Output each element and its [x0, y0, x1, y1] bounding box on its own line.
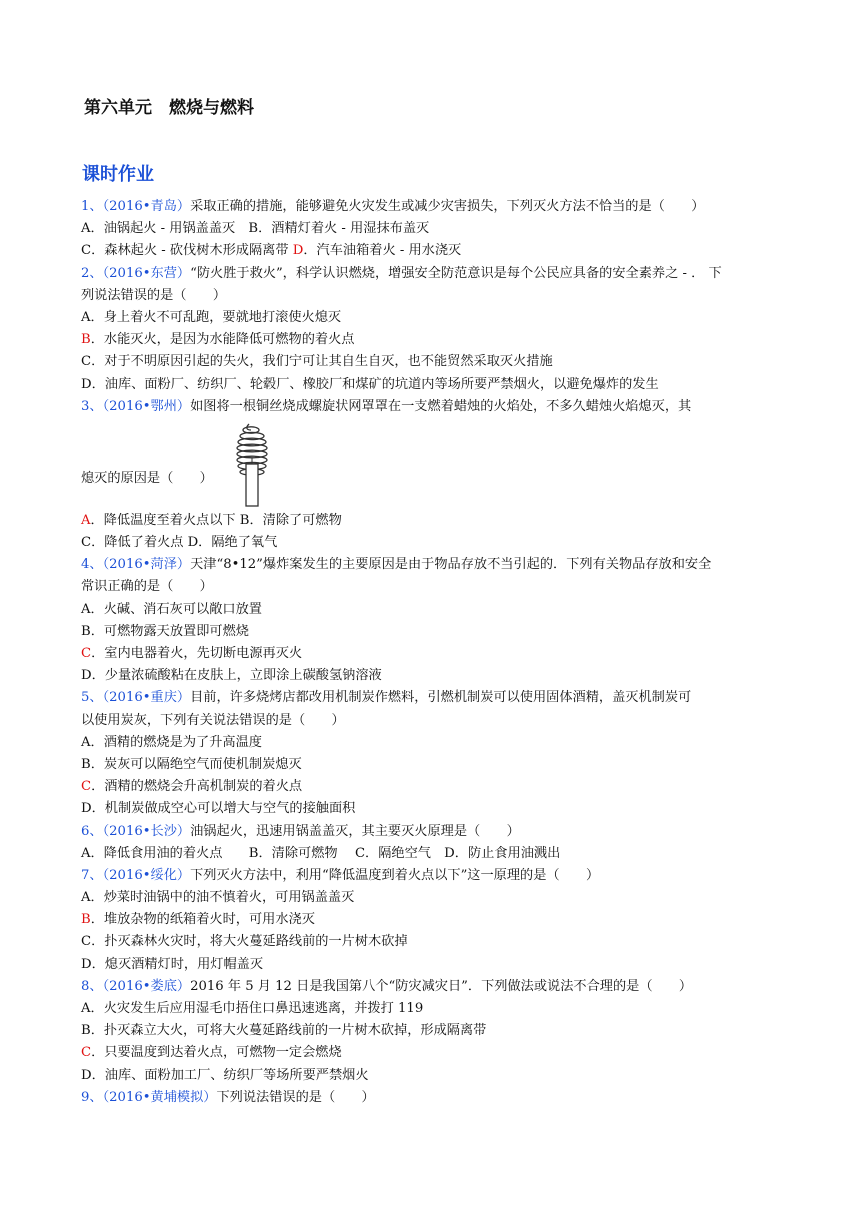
question-stem: “防火胜于救火”，科学认识燃烧，增强安全防范意识是每个公民应具备的安全素养之 - ． 下	[190, 265, 722, 281]
option-letter: D	[81, 801, 92, 817]
question-stem-cont: 列说法错误的是（ ）	[81, 287, 227, 303]
option-letter: B	[81, 623, 91, 639]
question-number: 7、	[81, 867, 103, 883]
option-text: ．熄灭酒精灯时，用灯帽盖灭	[91, 956, 264, 972]
option-b	[81, 754, 781, 776]
question-number: 9、	[81, 1089, 103, 1105]
option-letter: C	[81, 934, 92, 950]
question-number: 4、	[81, 557, 103, 573]
question-number: 8、	[81, 978, 103, 994]
answer-letter: B	[81, 332, 91, 348]
question-8	[81, 976, 781, 1087]
question-stem-cont: 熄灭的原因是（ ）	[81, 470, 213, 486]
option-c	[81, 643, 781, 665]
question-stem: 油锅起火，迅速用锅盖盖灭，其主要灭火原理是（ ）	[190, 823, 520, 839]
option-letter: A	[81, 734, 91, 750]
option-text: ．油库、面粉加工厂、纺织厂等场所要严禁烟火	[91, 1067, 369, 1083]
option-letter: D	[81, 376, 92, 392]
question-source: （2016•黄埔模拟）	[102, 1089, 217, 1105]
option-letter: D	[81, 956, 92, 972]
option-text: ．炒菜时油锅中的油不慎着火，可用锅盖盖灭	[90, 890, 355, 906]
option-d	[81, 954, 781, 976]
option-line: A．降低食用油的着火点 B．清除可燃物 C．隔绝空气 D．防止食用油溅出	[81, 845, 561, 861]
question-source: （2016•菏泽）	[102, 557, 191, 573]
option-letter: B	[81, 1023, 91, 1039]
unit-title: 第六单元 燃烧与燃料	[84, 98, 254, 118]
answer-letter: C	[81, 1045, 92, 1061]
question-stem-cont: 以使用炭灰，下列有关说法错误的是（ ）	[81, 712, 345, 728]
question-6	[81, 821, 781, 865]
option-a	[81, 307, 781, 329]
answer-letter: C	[81, 646, 92, 661]
option-b	[81, 329, 781, 351]
question-source: （2016•东营）	[102, 265, 191, 281]
option-text: ．少量浓硫酸粘在皮肤上，立即涂上碳酸氢钠溶液	[91, 668, 382, 684]
question-number: 5、	[81, 690, 103, 706]
question-source: （2016•鄂州）	[102, 398, 191, 414]
option-letter: D	[81, 668, 92, 684]
answer-letter: C	[81, 779, 92, 795]
option-text: ．可燃物露天放置即可燃烧	[90, 623, 249, 639]
option-line: C．降低了着火点 D．隔绝了氧气	[81, 535, 278, 551]
option-text: ．酒精的燃烧会升高机制炭的着火点	[91, 779, 303, 795]
option-text: ．火灾发生后应用湿毛巾捂住口鼻迅速逃离，并拨打 119	[90, 1001, 424, 1016]
question-5	[81, 687, 781, 820]
option-d	[81, 665, 781, 687]
option-text: ．只要温度到达着火点，可燃物一定会燃烧	[91, 1045, 342, 1061]
option-text: ．扑灭森林火灾时，将大火蔓延路线前的一片树木砍掉	[91, 934, 408, 950]
question-source: （2016•绥化）	[102, 867, 191, 883]
option-letter: A	[81, 1001, 91, 1016]
question-stem: 下列灭火方法中，利用“降低温度到着火点以下”这一原理的是（ ）	[190, 867, 600, 883]
question-stem: 采取正确的措施，能够避免火灾发生或减少灾害损失，下列灭火方法不恰当的是（ ）	[190, 199, 705, 214]
option-line: A．油锅起火 - 用锅盖盖灭 B．酒精灯着火 - 用湿抹布盖灭	[81, 221, 430, 237]
option-letter: A	[81, 601, 91, 617]
option-d	[81, 1065, 781, 1087]
question-source: （2016•娄底）	[102, 978, 191, 994]
answer-letter: A	[81, 512, 91, 528]
option-c	[81, 351, 781, 373]
question-number: 6、	[81, 823, 103, 839]
option-text: ．水能灭火，是因为水能降低可燃物的着火点	[90, 332, 355, 348]
answer-letter: D	[292, 243, 304, 259]
option-text: ．炭灰可以隔绝空气而使机制炭熄灭	[90, 756, 302, 772]
question-source: （2016•长沙）	[102, 823, 191, 839]
option-text: ．身上着火不可乱跑，要就地打滚使火熄灭	[90, 309, 342, 325]
question-number: 1、	[81, 199, 103, 214]
option-text: ．室内电器着火，先切断电源再灭火	[91, 646, 303, 661]
option-d	[81, 798, 781, 820]
question-source: （2016•重庆）	[102, 690, 191, 706]
question-4	[81, 554, 781, 687]
question-number: 2、	[81, 265, 103, 281]
question-source: （2016•青岛）	[102, 199, 191, 214]
question-stem: 天津“8•12”爆炸案发生的主要原因是由于物品存放不当引起的．下列有关物品存放和安全	[190, 557, 712, 573]
figure-row	[81, 418, 781, 510]
question-2	[81, 263, 781, 396]
option-text: ．火碱、消石灰可以敞口放置	[90, 601, 262, 617]
option-line	[81, 510, 781, 532]
option-letter: C	[81, 354, 92, 370]
option-a	[81, 887, 781, 909]
option-text: ．堆放杂物的纸箱着火时，可用水浇灭	[90, 912, 315, 928]
option-text: ．酒精的燃烧是为了升高温度	[90, 734, 262, 750]
answer-letter: B	[81, 912, 91, 928]
option-text: ．汽车油箱着火 - 用水浇灭	[303, 243, 462, 259]
question-1	[81, 196, 781, 263]
copper-coil-figure	[231, 420, 275, 508]
question-stem: 下列说法错误的是（ ）	[216, 1089, 375, 1105]
section-title: 课时作业	[82, 164, 154, 185]
option-c	[81, 1042, 781, 1064]
option-letter: A	[81, 309, 91, 325]
question-number: 3、	[81, 398, 103, 414]
question-9	[81, 1087, 781, 1109]
option-letter: B	[81, 756, 91, 772]
question-stem: 如图将一根铜丝烧成螺旋状网罩罩在一支燃着蜡烛的火焰处，不多久蜡烛火焰熄灭，其	[190, 398, 692, 414]
question-stem: 2016 年 5 月 12 日是我国第八个“防灾减灾日”．下列做法或说法不合理的是（ ）	[190, 978, 693, 994]
option-a	[81, 599, 781, 621]
option-letter: A	[81, 890, 91, 906]
question-stem: 目前，许多烧烤店都改用机制炭作燃料，引燃机制炭可以使用固体酒精，盖灭机制炭可	[190, 690, 692, 706]
option-b	[81, 909, 781, 931]
option-letter: D	[81, 1067, 92, 1083]
question-3	[81, 396, 781, 555]
option-d	[81, 374, 781, 396]
option-a	[81, 998, 781, 1020]
option-text: ．扑灭森立大火，可将大火蔓延路线前的一片树木砍掉，形成隔离带	[90, 1023, 487, 1039]
option-text: ．油库、面粉厂、纺织厂、轮毂厂、橡胶厂和煤矿的坑道内等场所要严禁烟火，以避免爆炸的发生	[91, 376, 659, 392]
option-text: ．机制炭做成空心可以增大与空气的接触面积	[91, 801, 356, 817]
option-c	[81, 931, 781, 953]
option-b	[81, 621, 781, 643]
option-a	[81, 732, 781, 754]
option-c	[81, 776, 781, 798]
option-text: ．对于不明原因引起的失火，我们宁可让其自生自灭，也不能贸然采取灭火措施	[91, 354, 553, 370]
question-7	[81, 865, 781, 976]
option-line	[81, 240, 781, 262]
option-text: C．森林起火 - 砍伐树木形成隔离带	[81, 243, 293, 259]
option-b	[81, 1020, 781, 1042]
question-list	[81, 196, 781, 1109]
question-stem-cont: 常识正确的是（ ）	[81, 579, 213, 595]
option-text: ．降低温度至着火点以下 B．清除了可燃物	[90, 512, 342, 528]
